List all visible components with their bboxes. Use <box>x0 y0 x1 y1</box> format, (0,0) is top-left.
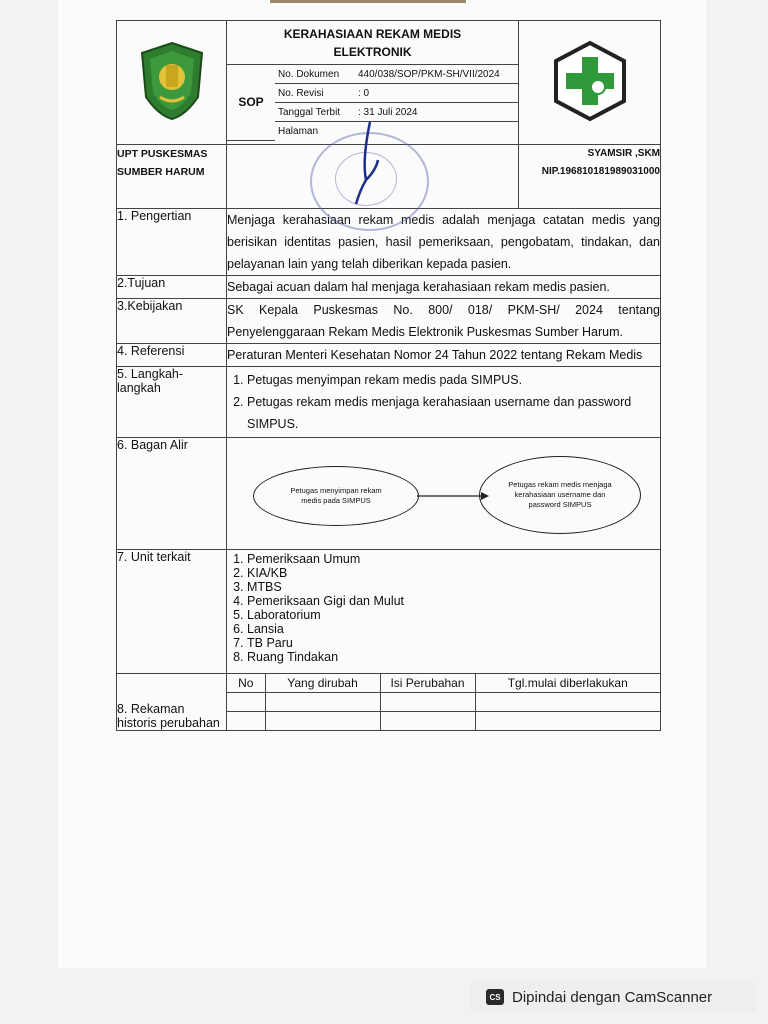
unit-cell <box>227 550 661 674</box>
unit-list <box>227 552 660 664</box>
signer-cell: SYAMSIR ,SKM NIP.196810181989031000 <box>519 145 661 209</box>
sop-label: SOP <box>227 65 275 141</box>
signature-mark <box>352 120 382 210</box>
organization-cell: UPT PUSKESMAS SUMBER HARUM <box>117 145 227 209</box>
regency-emblem-icon <box>136 39 208 123</box>
list-item: 1. Petugas menyimpan rekam medis pada SIMPUS. <box>247 369 660 391</box>
meta-value: 440/038/SOP/PKM-SH/VII/2024 <box>355 65 518 84</box>
camscanner-watermark <box>470 982 756 1012</box>
history-table <box>227 674 660 730</box>
camscanner-text: Dipindai dengan CamScanner <box>512 988 713 1006</box>
history-header: Yang dirubah <box>265 674 380 693</box>
document-title: KERAHASIAAN REKAM MEDIS ELEKTRONIK <box>283 27 462 59</box>
flow-node-2: Petugas rekam medis menjaga kerahasiaan username dan password SIMPUS <box>479 456 641 534</box>
list-item: 7. TB Paru <box>247 636 660 650</box>
referensi-label: 4. Referensi <box>117 344 227 367</box>
scan-edge-strip <box>270 0 466 3</box>
list-item: 3. MTBS <box>247 580 660 594</box>
list-item: 6. Lansia <box>247 622 660 636</box>
meta-value: : 0 <box>355 84 518 103</box>
sop-document-table <box>116 20 661 731</box>
camscanner-logo-icon: CS <box>486 989 504 1005</box>
history-cell <box>227 674 661 731</box>
list-item: 2. KIA/KB <box>247 566 660 580</box>
puskesmas-logo-icon <box>548 39 632 123</box>
history-header: No <box>227 674 265 693</box>
meta-key: No. Revisi <box>275 84 355 103</box>
unit-label: 7. Unit terkait <box>117 550 227 674</box>
referensi-text: Peraturan Menteri Kesehatan Nomor 24 Tahun 2022 tentang Rekam Medis <box>227 344 661 367</box>
health-logo-cell <box>519 21 661 145</box>
list-item: 2. Petugas rekam medis menjaga kerahasiaan username dan password SIMPUS. <box>247 391 660 435</box>
history-cell-empty <box>380 693 475 712</box>
history-header: Tgl.mulai diberlakukan <box>475 674 660 693</box>
meta-key: Halaman <box>278 125 319 137</box>
meta-key: Tanggal Terbit <box>275 103 355 122</box>
pengertian-label: 1. Pengertian <box>117 209 227 276</box>
history-cell-empty <box>380 712 475 731</box>
kebijakan-label: 3.Kebijakan <box>117 299 227 344</box>
history-cell-empty <box>475 712 660 731</box>
flow-node-1: Petugas menyimpan rekam medis pada SIMPUS <box>253 466 419 526</box>
history-cell-empty <box>265 693 380 712</box>
langkah-list <box>227 369 660 435</box>
history-cell-empty <box>227 712 265 731</box>
langkah-cell <box>227 367 661 438</box>
flowchart-cell <box>227 438 661 550</box>
history-header: Isi Perubahan <box>380 674 475 693</box>
meta-value: : 31 Juli 2024 <box>355 103 518 122</box>
pengertian-text: Menjaga kerahasiaan rekam medis adalah menjaga catatan medis yang berisikan identitas pasien, hasil pemeriksaan, pengobatam, tindakan, dan pelayanan lain yang telah diberikan kepada pasien. <box>227 209 661 276</box>
langkah-label: 5. Langkah-langkah <box>117 367 227 438</box>
tujuan-label: 2.Tujuan <box>117 276 227 299</box>
history-cell-empty <box>475 693 660 712</box>
rekaman-label: 8. Rekaman historis perubahan <box>117 674 227 731</box>
tujuan-text: Sebagai acuan dalam hal menjaga kerahasiaan rekam medis pasien. <box>227 276 661 299</box>
list-item: 1. Pemeriksaan Umum <box>247 552 660 566</box>
kebijakan-text: SK Kepala Puskesmas No. 800/ 018/ PKM-SH/ 2024 tentang Penyelenggaraan Rekam Medis Elektronik Puskesmas Sumber Harum. <box>227 299 661 344</box>
history-cell-empty <box>227 693 265 712</box>
bagan-label: 6. Bagan Alir <box>117 438 227 550</box>
list-item: 4. Pemeriksaan Gigi dan Mulut <box>247 594 660 608</box>
flowchart <box>227 438 660 546</box>
history-cell-empty <box>265 712 380 731</box>
list-item: 8. Ruang Tindakan <box>247 650 660 664</box>
list-item: 5. Laboratorium <box>247 608 660 622</box>
meta-key: No. Dokumen <box>275 65 355 84</box>
regency-logo-cell <box>117 21 227 145</box>
